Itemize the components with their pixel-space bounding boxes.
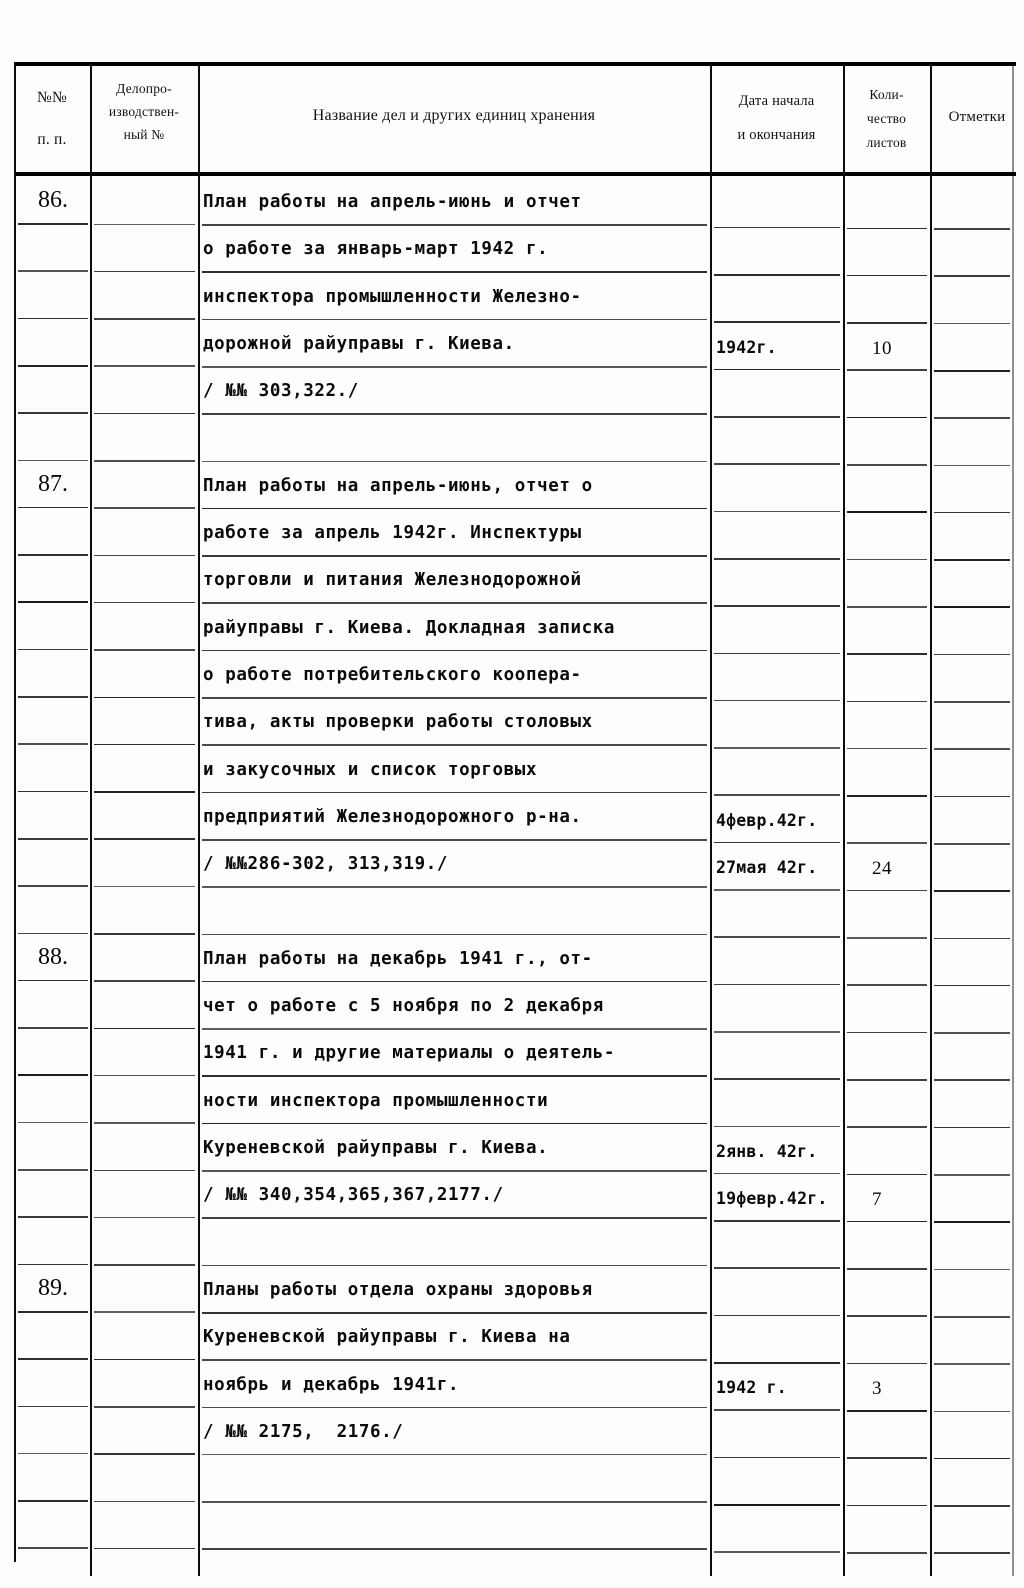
rule-sheets <box>847 1552 927 1554</box>
rule-sheets <box>847 795 927 797</box>
rule-sheets <box>847 464 927 466</box>
rule-number <box>18 1122 88 1124</box>
row-title-line: работе за апрель 1942г. Инспектуры <box>203 523 582 544</box>
header-dates-line1: Дата начала <box>738 93 815 109</box>
rule-dates <box>714 1031 840 1033</box>
rule-title <box>202 839 707 841</box>
rule-title <box>202 1359 707 1361</box>
row-title-line: о работе за январь-март 1942 г. <box>203 239 549 260</box>
rule-title <box>202 1407 707 1409</box>
rule-sheets <box>847 511 927 513</box>
rule-dates <box>714 1457 840 1459</box>
rule-number <box>18 554 88 556</box>
rule-notes <box>934 985 1010 987</box>
rule-office <box>94 1028 195 1030</box>
rule-notes <box>934 1316 1010 1318</box>
row-title-line: План работы на декабрь 1941 г., от- <box>203 948 593 969</box>
rule-dates <box>714 1362 840 1364</box>
rule-number <box>18 1074 88 1076</box>
rule-office <box>94 1548 195 1550</box>
column-divider-dates <box>843 64 845 1576</box>
rule-office <box>94 413 195 415</box>
rule-number <box>18 601 88 603</box>
rule-notes <box>934 1079 1010 1081</box>
rule-notes <box>934 417 1010 419</box>
rule-notes <box>934 323 1010 325</box>
row-date: 27мая 42г. <box>716 858 818 878</box>
rule-dates <box>714 1267 840 1269</box>
rule-dates <box>714 936 840 938</box>
rule-sheets <box>847 559 927 561</box>
column-divider-title <box>710 64 712 1576</box>
rule-dates <box>714 1409 840 1411</box>
rule-sheets <box>847 1315 927 1317</box>
header-number-line2: п. п. <box>37 131 67 148</box>
rule-number <box>18 649 88 651</box>
header-office-line2: изводствен- <box>108 104 180 119</box>
rule-dates <box>714 511 840 513</box>
row-title-line: План работы на апрель-июнь, отчет о <box>203 475 593 496</box>
row-date: 4февр.42г. <box>716 810 818 830</box>
rule-dates <box>714 1504 840 1506</box>
header-dates-line2: и окончания <box>737 127 816 143</box>
rule-title <box>202 555 707 557</box>
rule-notes <box>934 1411 1010 1413</box>
rule-number <box>18 1500 88 1502</box>
rule-number <box>18 1216 88 1218</box>
column-divider-office <box>198 64 200 1576</box>
rule-notes <box>934 228 1010 230</box>
rule-office <box>94 318 195 320</box>
column-divider-left-edge <box>14 62 16 1562</box>
rule-sheets <box>847 1410 927 1412</box>
rule-number <box>18 318 88 320</box>
row-title-line: / №№ 2175, 2176./ <box>203 1421 404 1442</box>
rule-notes <box>934 701 1010 703</box>
rule-notes <box>934 465 1010 467</box>
row-title-line: тива, акты проверки работы столовых <box>203 712 593 733</box>
rule-dates <box>714 463 840 465</box>
rule-notes <box>934 748 1010 750</box>
rule-office <box>94 697 195 699</box>
row-date: 1942 г. <box>716 1378 787 1398</box>
rule-dates <box>714 1220 840 1222</box>
rule-dates <box>714 1173 840 1175</box>
row-title-line: предприятий Железнодорожного р-на. <box>203 806 582 827</box>
rule-sheets <box>847 1457 927 1459</box>
row-title-line: 1941 г. и другие материалы о деятель- <box>203 1043 616 1064</box>
rule-number <box>18 1311 88 1313</box>
rule-notes <box>934 1269 1010 1271</box>
row-number: 88. <box>38 943 68 970</box>
rule-number <box>18 460 88 462</box>
row-date: 19февр.42г. <box>716 1189 828 1209</box>
row-sheet-count: 10 <box>872 337 892 359</box>
rule-notes <box>934 559 1010 561</box>
rule-sheets <box>847 322 927 324</box>
rule-dates <box>714 889 840 891</box>
rule-title <box>202 744 707 746</box>
row-title-line: о работе потребительского коопера- <box>203 665 582 686</box>
header-sheets-line3: листов <box>866 135 907 150</box>
rule-sheets <box>847 984 927 986</box>
rule-number <box>18 980 88 982</box>
rule-office <box>94 1311 195 1313</box>
rule-number <box>18 1169 88 1171</box>
rule-office <box>94 744 195 746</box>
rule-office <box>94 886 195 888</box>
header-office-line1: Делопро- <box>116 81 172 96</box>
rule-sheets <box>847 937 927 939</box>
column-divider-sheets <box>930 64 932 1576</box>
rule-dates <box>714 605 840 607</box>
rule-notes <box>934 938 1010 940</box>
rule-number <box>18 365 88 367</box>
rule-title <box>202 508 707 510</box>
rule-office <box>94 1075 195 1077</box>
header-office-line3: ный № <box>123 127 165 142</box>
rule-number <box>18 1453 88 1455</box>
rule-dates <box>714 842 840 844</box>
rule-title <box>202 981 707 983</box>
rule-title <box>202 697 707 699</box>
rule-number <box>18 933 88 935</box>
rule-notes <box>934 1458 1010 1460</box>
row-title-line: Куреневской райуправы г. Киева на <box>203 1327 571 1348</box>
row-number: 87. <box>38 470 68 497</box>
row-title-line: чет о работе с 5 ноября по 2 декабря <box>203 996 604 1017</box>
rule-dates <box>714 1551 840 1553</box>
rule-title <box>202 1075 707 1077</box>
rule-sheets <box>847 701 927 703</box>
rule-sheets <box>847 890 927 892</box>
rule-office <box>94 791 195 793</box>
row-title-line: ности инспектора промышленности <box>203 1090 549 1111</box>
rule-notes <box>934 843 1010 845</box>
rule-number <box>18 1358 88 1360</box>
rule-dates <box>714 321 840 323</box>
rule-sheets <box>847 1221 927 1223</box>
row-date: 2янв. 42г. <box>716 1141 818 1161</box>
rule-title <box>202 602 707 604</box>
row-sheet-count: 7 <box>872 1188 882 1210</box>
rule-notes <box>934 370 1010 372</box>
row-title-line: План работы на апрель-июнь и отчет <box>203 192 582 213</box>
rule-office <box>94 1170 195 1172</box>
rule-number <box>18 507 88 509</box>
rule-sheets <box>847 275 927 277</box>
header-title: Название дел и других единиц хранения <box>312 107 596 124</box>
row-title-line: / №№ 340,354,365,367,2177./ <box>203 1185 504 1206</box>
row-title-line: / №№286-302, 313,319./ <box>203 854 448 875</box>
rule-sheets <box>847 1032 927 1034</box>
rule-number <box>18 1264 88 1266</box>
row-title-line: дорожной райуправы г. Киева. <box>203 333 515 354</box>
row-title-line: ноябрь и декабрь 1941г. <box>203 1374 460 1395</box>
rule-office <box>94 838 195 840</box>
rule-office <box>94 271 195 273</box>
rule-dates <box>714 274 840 276</box>
row-number: 86. <box>38 187 68 213</box>
rule-notes <box>934 1032 1010 1034</box>
rule-title <box>202 1265 707 1267</box>
rule-office <box>94 1122 195 1124</box>
rule-notes <box>934 275 1010 277</box>
rule-office <box>94 1264 195 1266</box>
rule-notes <box>934 1174 1010 1176</box>
rule-dates <box>714 558 840 560</box>
rule-dates <box>714 369 840 371</box>
rule-notes <box>934 512 1010 514</box>
row-title-line: райуправы г. Киева. Докладная записка <box>203 617 616 638</box>
rule-dates <box>714 653 840 655</box>
row-sheet-count: 24 <box>872 857 892 879</box>
rule-office <box>94 555 195 557</box>
rule-notes <box>934 606 1010 608</box>
rule-number <box>18 1406 88 1408</box>
rule-title <box>202 1501 707 1503</box>
row-title-line: торговли и питания Железнодорожной <box>203 570 582 591</box>
rule-sheets <box>847 1079 927 1081</box>
rule-notes <box>934 1221 1010 1223</box>
rule-number <box>18 1027 88 1029</box>
rule-title <box>202 1548 707 1550</box>
table-top-border <box>14 62 1016 66</box>
column-divider-right-edge <box>1012 64 1014 1576</box>
rule-title <box>202 650 707 652</box>
header-sheets-line1: Коли- <box>869 87 904 102</box>
row-sheet-count: 3 <box>872 1378 882 1400</box>
rule-sheets <box>847 842 927 844</box>
rule-dates <box>714 747 840 749</box>
rule-office <box>94 1359 195 1361</box>
rule-notes <box>934 1127 1010 1129</box>
rule-dates <box>714 227 840 229</box>
rule-office <box>94 507 195 509</box>
rule-dates <box>714 794 840 796</box>
rule-number <box>18 696 88 698</box>
rule-sheets <box>847 417 927 419</box>
rule-title <box>202 1028 707 1030</box>
rule-sheets <box>847 228 927 230</box>
rule-sheets <box>847 606 927 608</box>
row-date: 1942г. <box>716 337 777 357</box>
rule-sheets <box>847 1268 927 1270</box>
rule-number <box>18 791 88 793</box>
rule-office <box>94 602 195 604</box>
rule-title <box>202 319 707 321</box>
rule-dates <box>714 416 840 418</box>
row-title-line: Куреневской райуправы г. Киева. <box>203 1138 549 1159</box>
rule-sheets <box>847 748 927 750</box>
rule-sheets <box>847 1126 927 1128</box>
rule-title <box>202 1312 707 1314</box>
rule-notes <box>934 890 1010 892</box>
rule-office <box>94 460 195 462</box>
rule-number <box>18 412 88 414</box>
rule-office <box>94 1406 195 1408</box>
rule-title <box>202 1170 707 1172</box>
rule-dates <box>714 1126 840 1128</box>
header-number-line1: №№ <box>37 89 67 106</box>
rule-number <box>18 1547 88 1549</box>
rule-notes <box>934 796 1010 798</box>
rule-sheets <box>847 369 927 371</box>
rule-title <box>202 934 707 936</box>
rule-title <box>202 461 707 463</box>
column-divider-number <box>90 64 92 1576</box>
rule-office <box>94 365 195 367</box>
rule-office <box>94 933 195 935</box>
rule-office <box>94 1453 195 1455</box>
header-sheets-line2: чество <box>866 111 907 126</box>
rule-title <box>202 366 707 368</box>
rule-number <box>18 223 88 225</box>
header-notes: Отметки <box>948 109 1006 125</box>
row-title-line: и закусочных и список торговых <box>203 759 538 780</box>
table-header-border <box>14 172 1016 176</box>
rule-title <box>202 792 707 794</box>
rule-number <box>18 270 88 272</box>
row-number: 89. <box>38 1274 68 1301</box>
rule-title <box>202 1454 707 1456</box>
rule-sheets <box>847 653 927 655</box>
rule-sheets <box>847 1505 927 1507</box>
rule-notes <box>934 1505 1010 1507</box>
rule-notes <box>934 1363 1010 1365</box>
rule-office <box>94 1217 195 1219</box>
rule-notes <box>934 654 1010 656</box>
rule-sheets <box>847 1363 927 1365</box>
rule-title <box>202 413 707 415</box>
row-title-line: Планы работы отдела охраны здоровья <box>203 1279 593 1300</box>
rule-number <box>18 743 88 745</box>
rule-office <box>94 649 195 651</box>
rule-dates <box>714 984 840 986</box>
rule-dates <box>714 700 840 702</box>
rule-sheets <box>847 1174 927 1176</box>
rule-title <box>202 271 707 273</box>
rule-dates <box>714 1078 840 1080</box>
rule-notes <box>934 1552 1010 1554</box>
rule-title <box>202 886 707 888</box>
rule-office <box>94 980 195 982</box>
rule-title <box>202 224 707 226</box>
row-title-line: / №№ 303,322./ <box>203 381 359 402</box>
rule-dates <box>714 1315 840 1317</box>
rule-number <box>18 885 88 887</box>
row-title-line: инспектора промышленности Железно- <box>203 286 582 307</box>
rule-title <box>202 1123 707 1125</box>
rule-office <box>94 224 195 226</box>
rule-title <box>202 1217 707 1219</box>
rule-number <box>18 838 88 840</box>
rule-office <box>94 1501 195 1503</box>
